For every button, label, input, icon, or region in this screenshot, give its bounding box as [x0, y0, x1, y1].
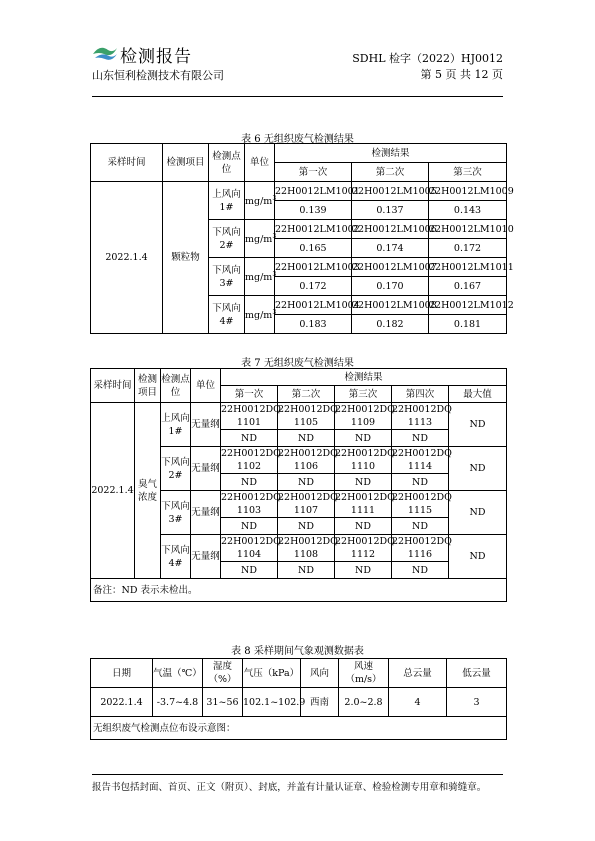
t7-value: ND	[335, 562, 392, 579]
t7-value: ND	[335, 518, 392, 535]
t7-id: 22H0012DQ 1108	[278, 536, 338, 560]
t6-header-date: 采样时间	[91, 144, 163, 182]
t6-unit: $mg/m^3$	[245, 220, 275, 258]
t7-id: 22H0012DQ 1106	[278, 448, 338, 472]
t7-max: ND	[449, 535, 507, 579]
t8-header: 气温（℃）	[153, 659, 203, 688]
t6-value: 0.172	[429, 239, 507, 258]
t6-point: 下风向2#	[209, 220, 245, 258]
t7-item: 臭气浓度	[135, 403, 161, 579]
t8-cell: 102.1~102.9	[243, 688, 301, 717]
t6-header-r2: 第二次	[352, 163, 429, 182]
t7-value: ND	[335, 474, 392, 491]
t8-header: 湿度（%）	[203, 659, 243, 688]
t6-id: 22H0012LM1009	[429, 182, 507, 201]
t7-value: ND	[221, 562, 278, 579]
t6-header-item: 检测项目	[163, 144, 209, 182]
t6-value: 0.182	[352, 315, 429, 334]
t7-id: 22H0012DQ 1115	[392, 492, 452, 516]
report-title: 检测报告	[120, 47, 192, 67]
t7-id: 22H0012DQ 1116	[392, 536, 452, 560]
t8-header: 总云量	[389, 659, 447, 688]
t6-point: 下风向3#	[209, 258, 245, 296]
t8-header: 气压（kPa）	[243, 659, 301, 688]
t7-value: ND	[335, 430, 392, 447]
t6-id: 22H0012LM1011	[429, 258, 507, 277]
t7-max: ND	[449, 447, 507, 491]
t6-id: 22H0012LM1010	[429, 220, 507, 239]
t7-header-date: 采样时间	[91, 369, 135, 403]
t6-header-r3: 第三次	[429, 163, 507, 182]
t7-id: 22H0012DQ 1113	[392, 404, 452, 428]
t7-value: ND	[278, 474, 335, 491]
t7-id: 22H0012DQ 1109	[335, 404, 395, 428]
t7-value: ND	[221, 430, 278, 447]
t7-value: ND	[221, 518, 278, 535]
table8	[90, 658, 507, 740]
t6-id: 22H0012LM1008	[352, 296, 429, 315]
t6-id: 22H0012LM1002	[275, 220, 352, 239]
t7-unit: 无量纲	[191, 535, 221, 579]
table8-caption: 表 8 采样期间气象观测数据表	[231, 646, 364, 657]
t7-header-r3: 第三次	[335, 386, 392, 403]
t6-date: 2022.1.4	[91, 182, 163, 334]
t6-header-r1: 第一次	[275, 163, 352, 182]
t8-header: 风向	[301, 659, 339, 688]
t8-header: 日期	[91, 659, 153, 688]
t6-value: 0.167	[429, 277, 507, 296]
t8-cell: 西南	[301, 688, 339, 717]
t7-value: ND	[392, 430, 449, 447]
t6-unit: $mg/m^3$	[245, 258, 275, 296]
t7-header-point: 检测点位	[161, 369, 191, 403]
t7-id: 22H0012DQ 1101	[221, 404, 281, 428]
header-divider	[92, 96, 503, 97]
t6-value: 0.165	[275, 239, 352, 258]
t7-value: ND	[392, 562, 449, 579]
t6-value: 0.181	[429, 315, 507, 334]
t7-header-results: 检测结果	[221, 369, 507, 386]
company-name: 山东恒利检测技术有限公司	[92, 69, 224, 82]
t6-id: 22H0012LM1003	[275, 258, 352, 277]
t8-note: 无组织废气检测点位布设示意图：	[91, 717, 507, 740]
company-logo-icon	[92, 42, 118, 62]
t6-id: 22H0012LM1007	[352, 258, 429, 277]
t6-value: 0.143	[429, 201, 507, 220]
t6-header-point: 检测点位	[209, 144, 245, 182]
t7-value: ND	[278, 518, 335, 535]
t6-value: 0.172	[275, 277, 352, 296]
t7-id: 22H0012DQ 1105	[278, 404, 338, 428]
t6-value: 0.170	[352, 277, 429, 296]
t7-id: 22H0012DQ 1111	[335, 492, 395, 516]
t6-header-results: 检测结果	[275, 144, 507, 163]
t7-header-r1: 第一次	[221, 386, 278, 403]
t6-value: 0.183	[275, 315, 352, 334]
t7-header-r4: 第四次	[392, 386, 449, 403]
t6-id: 22H0012LM1012	[429, 296, 507, 315]
t7-id: 22H0012DQ 1112	[335, 536, 395, 560]
t7-unit: 无量纲	[191, 491, 221, 535]
t6-unit: $mg/m^3$	[245, 296, 275, 334]
footer-divider	[92, 774, 503, 775]
t6-id: 22H0012LM1005	[352, 182, 429, 201]
t6-item: 颗粒物	[163, 182, 209, 334]
t7-value: ND	[278, 562, 335, 579]
t7-header-max: 最大值	[449, 386, 507, 403]
t7-point: 上风向 1#	[161, 403, 191, 447]
t6-id: 22H0012LM1006	[352, 220, 429, 239]
footer-text: 报告书包括封面、首页、正文（附页）、封底，并盖有计量认证章、检验检测专用章和骑缝章。	[92, 782, 487, 793]
t8-cell: 2.0~2.8	[339, 688, 389, 717]
t7-id: 22H0012DQ 1102	[221, 448, 281, 472]
t7-id: 22H0012DQ 1107	[278, 492, 338, 516]
t7-value: ND	[392, 518, 449, 535]
table7	[90, 368, 507, 602]
t7-point: 下风向 3#	[161, 491, 191, 535]
t7-value: ND	[221, 474, 278, 491]
t7-point: 下风向 4#	[161, 535, 191, 579]
t8-cell: 4	[389, 688, 447, 717]
t6-value: 0.139	[275, 201, 352, 220]
t7-max: ND	[449, 403, 507, 447]
t7-id: 22H0012DQ 1103	[221, 492, 281, 516]
page-info: 第 5 页 共 12 页	[420, 68, 503, 81]
t8-header: 低云量	[447, 659, 507, 688]
t6-value: 0.137	[352, 201, 429, 220]
t7-id: 22H0012DQ 1114	[392, 448, 452, 472]
t7-header-r2: 第二次	[278, 386, 335, 403]
t8-cell: 2022.1.4	[91, 688, 153, 717]
t8-cell: 31~56	[203, 688, 243, 717]
t7-point: 下风向 2#	[161, 447, 191, 491]
t6-value: 0.174	[352, 239, 429, 258]
t6-unit: $mg/m^3$	[245, 182, 275, 220]
t7-date: 2022.1.4	[91, 403, 135, 579]
t8-cell: 3	[447, 688, 507, 717]
t8-cell: -3.7~4.8	[153, 688, 203, 717]
t7-max: ND	[449, 491, 507, 535]
t6-point: 上风向1#	[209, 182, 245, 220]
report-number: SDHL 检字（2022）HJ0012	[352, 52, 503, 65]
t8-header: 风速（m/s）	[339, 659, 389, 688]
t6-id: 22H0012LM1004	[275, 296, 352, 315]
t6-header-unit: 单位	[245, 144, 275, 182]
t7-header-item: 检测项目	[135, 369, 161, 403]
t7-unit: 无量纲	[191, 403, 221, 447]
table6-caption: 表 6 无组织废气检测结果	[241, 134, 354, 145]
t7-id: 22H0012DQ 1104	[221, 536, 281, 560]
t7-value: ND	[278, 430, 335, 447]
t7-unit: 无量纲	[191, 447, 221, 491]
t7-header-unit: 单位	[191, 369, 221, 403]
t6-point: 下风向4#	[209, 296, 245, 334]
t7-id: 22H0012DQ 1110	[335, 448, 395, 472]
t6-id: 22H0012LM1001	[275, 182, 352, 201]
table7-caption: 表 7 无组织废气检测结果	[241, 358, 354, 369]
table6	[90, 143, 514, 334]
t7-note: 备注：ND 表示未检出。	[91, 579, 507, 602]
t7-value: ND	[392, 474, 449, 491]
